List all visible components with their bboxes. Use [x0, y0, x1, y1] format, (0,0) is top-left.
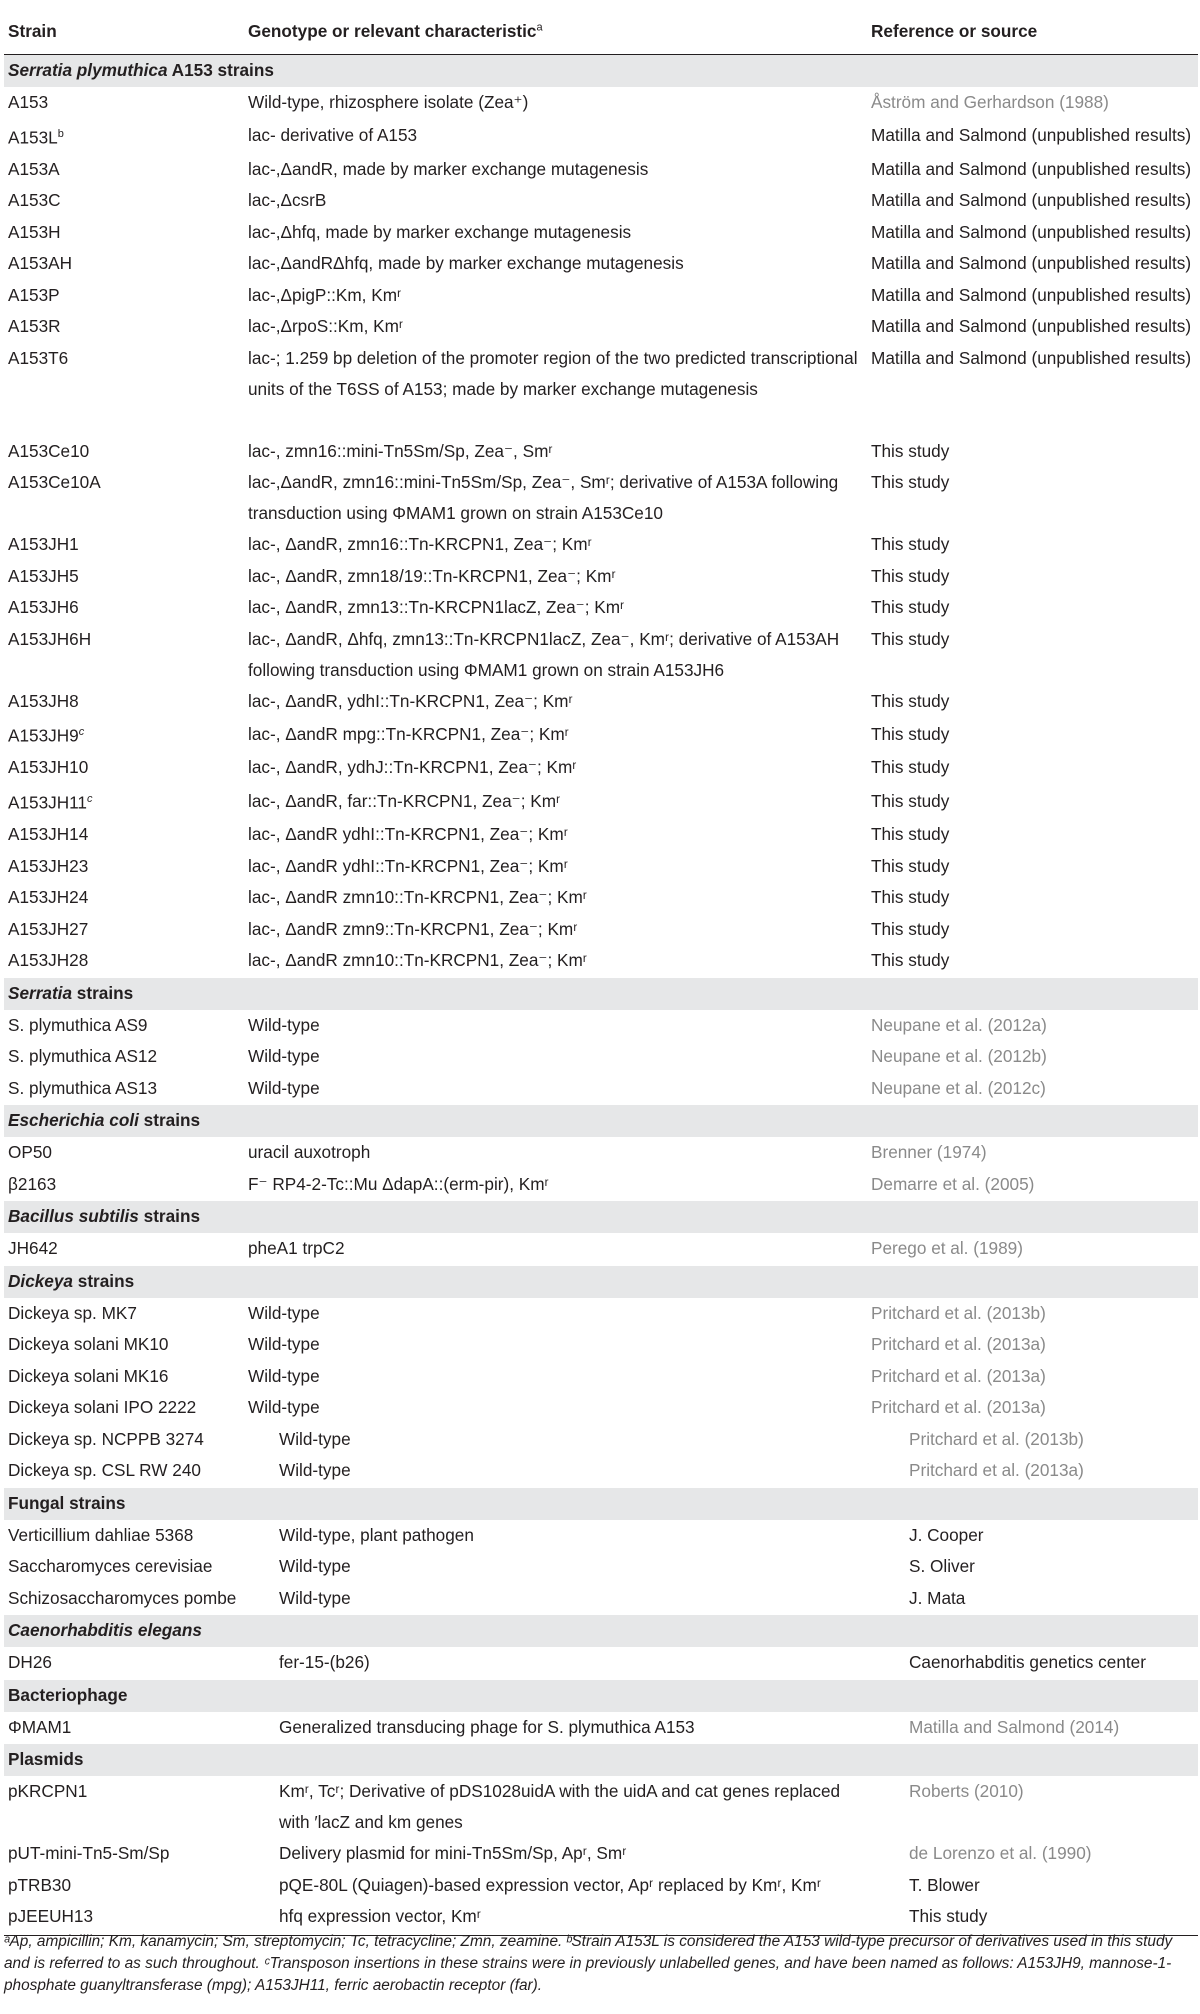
- table-row: [4, 467, 1198, 529]
- reference-cell: Demarre et al. (2005): [871, 1173, 1035, 1194]
- table-row: [4, 185, 1198, 217]
- table-row: [4, 1010, 1198, 1042]
- table-row: [4, 1551, 1198, 1583]
- reference-cell: This study: [871, 824, 950, 845]
- genotype-cell: lac-, ΔandR, ydhI::Tn-KRCPN1, Zea⁻; Kmʳ: [248, 690, 573, 711]
- strain-cell: A153Ce10: [8, 440, 90, 461]
- genotype-cell: lac-, ΔandR, zmn16::Tn-KRCPN1, Zea⁻; Kmʳ: [248, 534, 592, 555]
- table-row: [4, 1647, 1198, 1679]
- section-header-row: [4, 1201, 1198, 1234]
- strain-cell: A153P: [8, 284, 60, 305]
- reference-cell: Perego et al. (1989): [871, 1238, 1023, 1259]
- genotype-cell: lac-; 1.259 bp deletion of the promoter region of the two predicted transcriptional units of the T6SS of A153; made by marker exchange mutagenesis: [248, 347, 858, 399]
- strain-cell: A153T6: [8, 347, 69, 368]
- reference-cell: Matilla and Salmond (unpublished results): [871, 253, 1192, 274]
- table-header-row: [4, 8, 1198, 55]
- genotype-cell: lac-, ΔandR, zmn18/19::Tn-KRCPN1, Zea⁻; Kmʳ: [248, 565, 616, 586]
- table-row: [4, 529, 1198, 561]
- table-row: [4, 1901, 1198, 1933]
- table-row: [4, 561, 1198, 593]
- table-row: [4, 1870, 1198, 1902]
- reference-cell: Matilla and Salmond (unpublished results): [871, 347, 1192, 368]
- genotype-cell: lac-, zmn16::mini-Tn5Sm/Sp, Zea⁻, Smʳ: [248, 440, 553, 461]
- table-row: [4, 784, 1198, 819]
- section-header-row: [4, 977, 1198, 1010]
- header-strain: Strain: [4, 8, 244, 55]
- table-row: [4, 945, 1198, 977]
- strain-cell: A153JH6: [8, 597, 79, 618]
- reference-cell: Neupane et al. (2012b): [871, 1046, 1047, 1067]
- reference-cell: Matilla and Salmond (unpublished results): [871, 190, 1192, 211]
- genotype-cell: Wild-type, rhizosphere isolate (Zea⁺): [248, 92, 529, 112]
- strain-cell: ΦMAM1: [8, 1716, 72, 1737]
- reference-cell: Pritchard et al. (2013b): [871, 1302, 1046, 1323]
- table-row: [4, 686, 1198, 718]
- reference-cell: This study: [871, 950, 950, 971]
- strain-cell: $A153L^b$: [8, 127, 64, 148]
- genotype-cell: Kmʳ, Tcʳ; Derivative of pDS1028uidA with the uidA and cat genes replaced with ′lacZ and km genes: [279, 1781, 841, 1833]
- strain-cell: A153JH10: [8, 757, 89, 778]
- section-title: Dickeya strains: [4, 1265, 1198, 1298]
- genotype-cell: lac-,ΔandRΔhfq, made by marker exchange mutagenesis: [248, 253, 684, 274]
- genotype-cell: lac- derivative of A153: [248, 125, 418, 146]
- reference-cell: This study: [871, 628, 950, 649]
- genotype-cell: fer-15-(b26): [279, 1652, 370, 1673]
- strain-cell: A153JH8: [8, 690, 79, 711]
- strain-cell: OP50: [8, 1142, 52, 1163]
- table-row: [4, 311, 1198, 343]
- genotype-cell: Wild-type: [248, 1365, 320, 1386]
- genotype-cell: lac-,Δhfq, made by marker exchange mutagenesis: [248, 221, 632, 242]
- header-reference: Reference or source: [867, 8, 1198, 55]
- strain-cell: A153: [8, 92, 49, 112]
- strain-cell: A153R: [8, 316, 61, 337]
- section-header-row: [4, 1615, 1198, 1648]
- table-row: [4, 624, 1198, 686]
- strain-cell: A153JH11$^c$: [8, 792, 93, 813]
- genotype-cell: hfq expression vector, Kmʳ: [279, 1906, 481, 1927]
- reference-cell: J. Cooper: [909, 1524, 984, 1545]
- reference-cell: Åström and Gerhardson (1988): [871, 92, 1109, 112]
- strain-cell: A153JH14: [8, 824, 89, 845]
- genotype-cell: pheA1 trpC2: [248, 1238, 345, 1259]
- genotype-cell: Wild-type: [248, 1334, 320, 1355]
- strain-cell: S. plymuthica AS12: [8, 1046, 158, 1067]
- genotype-cell: Wild-type: [248, 1397, 320, 1418]
- reference-cell: This study: [909, 1906, 988, 1927]
- strain-cell: A153JH9$^c$: [8, 725, 85, 746]
- section-header-row: [4, 1265, 1198, 1298]
- strain-cell: DH26: [8, 1652, 52, 1673]
- section-header-row: [4, 1487, 1198, 1520]
- strain-cell: Dickeya sp. CSL RW 240: [8, 1460, 201, 1481]
- table-row: [4, 1520, 1198, 1552]
- table-row: [4, 1169, 1198, 1201]
- table-row: [4, 436, 1198, 468]
- genotype-cell: Wild-type: [248, 1077, 320, 1098]
- strain-cell: A153JH1: [8, 534, 79, 555]
- table-row: [4, 154, 1198, 186]
- reference-cell: T. Blower: [909, 1874, 980, 1895]
- table-row: [4, 819, 1198, 851]
- genotype-cell: Wild-type: [279, 1587, 351, 1608]
- reference-cell: Caenorhabditis genetics center: [909, 1652, 1146, 1673]
- genotype-cell: Wild-type: [248, 1302, 320, 1323]
- genotype-cell: lac-, ΔandR ydhI::Tn-KRCPN1, Zea⁻; Kmʳ: [248, 824, 568, 845]
- section-title: Plasmids: [4, 1744, 1198, 1777]
- section-title: Bacillus subtilis strains: [4, 1201, 1198, 1234]
- reference-cell: This study: [871, 690, 950, 711]
- strain-cell: Dickeya sp. MK7: [8, 1302, 137, 1323]
- strain-cell: A153H: [8, 221, 61, 242]
- section-title: Bacteriophage: [4, 1679, 1198, 1712]
- genotype-cell: pQE-80L (Quiagen)-based expression vector, Apʳ replaced by Kmʳ, Kmʳ: [279, 1874, 821, 1895]
- reference-cell: Matilla and Salmond (unpublished results): [871, 316, 1192, 337]
- reference-cell: Matilla and Salmond (unpublished results): [871, 158, 1192, 179]
- table-body: [4, 55, 1198, 1933]
- genotype-cell: Wild-type, plant pathogen: [279, 1524, 474, 1545]
- reference-cell: J. Mata: [909, 1587, 966, 1608]
- genotype-cell: lac-,ΔandR, zmn16::mini-Tn5Sm/Sp, Zea⁻, Smʳ; derivative of A153A following transduction using ΦMAM1 grown on strain A153Ce10: [248, 472, 839, 524]
- strains-table: [4, 8, 1198, 1933]
- section-title: Fungal strains: [4, 1487, 1198, 1520]
- strain-cell: Saccharomyces cerevisiae: [8, 1556, 213, 1577]
- table-row: [4, 217, 1198, 249]
- reference-cell: Matilla and Salmond (unpublished results): [871, 284, 1192, 305]
- reference-cell: This study: [871, 472, 950, 493]
- section-title: Serratia strains: [4, 977, 1198, 1010]
- strain-cell: pTRB30: [8, 1874, 72, 1895]
- section-title: Escherichia coli strains: [4, 1105, 1198, 1138]
- genotype-cell: Wild-type: [248, 1014, 320, 1035]
- strain-cell: S. plymuthica AS13: [8, 1077, 158, 1098]
- reference-cell: Matilla and Salmond (unpublished results): [871, 221, 1192, 242]
- table-row: [4, 752, 1198, 784]
- strain-cell: Dickeya solani MK16: [8, 1365, 169, 1386]
- section-header-row: [4, 55, 1198, 88]
- reference-cell: This study: [871, 440, 950, 461]
- strain-cell: A153JH23: [8, 855, 89, 876]
- genotype-cell: lac-, ΔandR, Δhfq, zmn13::Tn-KRCPN1lacZ, Zea⁻, Kmʳ; derivative of A153AH following transduction using ΦMAM1 grown on strain A153JH6: [248, 628, 840, 680]
- reference-cell: Neupane et al. (2012a): [871, 1014, 1047, 1035]
- table-row: [4, 1583, 1198, 1615]
- table-row: [4, 1455, 1198, 1487]
- table-row: [4, 851, 1198, 883]
- strain-cell: β2163: [8, 1173, 57, 1194]
- reference-cell: Matilla and Salmond (unpublished results): [871, 125, 1192, 146]
- strain-cell: A153JH5: [8, 565, 79, 586]
- table-row: [4, 1361, 1198, 1393]
- genotype-cell: lac-, ΔandR zmn10::Tn-KRCPN1, Zea⁻; Kmʳ: [248, 887, 587, 908]
- genotype-cell: lac-, ΔandR, zmn13::Tn-KRCPN1lacZ, Zea⁻; Kmʳ: [248, 597, 625, 618]
- reference-cell: Matilla and Salmond (2014): [909, 1716, 1120, 1737]
- table-row: [4, 1838, 1198, 1870]
- reference-cell: Pritchard et al. (2013b): [909, 1428, 1084, 1449]
- genotype-cell: lac-, ΔandR mpg::Tn-KRCPN1, Zea⁻; Kmʳ: [248, 724, 569, 745]
- reference-cell: Pritchard et al. (2013a): [871, 1365, 1046, 1386]
- genotype-cell: lac-, ΔandR, ydhJ::Tn-KRCPN1, Zea⁻; Kmʳ: [248, 757, 577, 778]
- strain-cell: A153AH: [8, 253, 73, 274]
- strain-cell: Dickeya solani MK10: [8, 1334, 169, 1355]
- genotype-cell: lac-, ΔandR, far::Tn-KRCPN1, Zea⁻; Kmʳ: [248, 790, 561, 811]
- table-row: [4, 119, 1198, 154]
- table-row: [4, 280, 1198, 312]
- genotype-cell: lac-, ΔandR zmn10::Tn-KRCPN1, Zea⁻; Kmʳ: [248, 950, 587, 971]
- table-row: [4, 1424, 1198, 1456]
- genotype-cell: lac-, ΔandR ydhI::Tn-KRCPN1, Zea⁻; Kmʳ: [248, 855, 568, 876]
- reference-cell: Pritchard et al. (2013a): [871, 1334, 1046, 1355]
- reference-cell: Roberts (2010): [909, 1781, 1024, 1802]
- strain-cell: Schizosaccharomyces pombe: [8, 1587, 237, 1608]
- table-row: [4, 1233, 1198, 1265]
- table-row: [4, 914, 1198, 946]
- reference-cell: This study: [871, 724, 950, 745]
- strain-cell: Dickeya sp. NCPPB 3274: [8, 1428, 204, 1449]
- genotype-cell: lac-,ΔcsrB: [248, 190, 327, 211]
- strain-cell: A153JH6H: [8, 628, 92, 649]
- strain-cell: JH642: [8, 1238, 58, 1259]
- table-row: [4, 1712, 1198, 1744]
- table-row: [4, 1776, 1198, 1838]
- strain-cell: A153Ce10A: [8, 472, 101, 493]
- genotype-cell: lac-,ΔpigP::Km, Kmʳ: [248, 284, 402, 305]
- section-header-row: [4, 1744, 1198, 1777]
- strain-cell: pJEEUH13: [8, 1906, 94, 1927]
- genotype-cell: Wild-type: [279, 1556, 351, 1577]
- strain-cell: A153A: [8, 158, 60, 179]
- table-row: [4, 1392, 1198, 1424]
- section-title: Caenorhabditis elegans: [4, 1615, 1198, 1648]
- header-genotype: Genotype or relevant characteristic$^a$: [244, 8, 867, 55]
- strain-cell: A153JH24: [8, 887, 89, 908]
- table-row: [4, 343, 1198, 436]
- reference-cell: This study: [871, 790, 950, 811]
- section-header-row: [4, 1105, 1198, 1138]
- genotype-cell: F⁻ RP4-2-Tc::Mu ΔdapA::(erm-pir), Kmʳ: [248, 1173, 549, 1194]
- strain-cell: S. plymuthica AS9: [8, 1014, 148, 1035]
- table-footnote: ᵃAp, ampicillin; Km, kanamycin; Sm, streptomycin; Tc, tetracycline; Zmn, zeamine. ᵇStrain A153L is considered the A153 wild-type precursor of derivatives used in this study and is referred to as such throughout. ᶜTransposon insertions in these strains were in previously unlabelled genes, and have been named as follows: A153JH9, mannose-1-phosphate guanyltransferase (mpg); A153JH11, ferric aerobactin receptor (far).: [4, 1933, 1173, 1994]
- strain-cell: pKRCPN1: [8, 1781, 88, 1802]
- reference-cell: This study: [871, 855, 950, 876]
- genotype-cell: lac-,ΔandR, made by marker exchange mutagenesis: [248, 158, 649, 179]
- genotype-cell: lac-, ΔandR zmn9::Tn-KRCPN1, Zea⁻; Kmʳ: [248, 918, 578, 939]
- genotype-cell: Generalized transducing phage for S. plymuthica A153: [279, 1716, 695, 1737]
- reference-cell: This study: [871, 918, 950, 939]
- table-row: [4, 717, 1198, 752]
- reference-cell: S. Oliver: [909, 1556, 975, 1577]
- genotype-cell: Wild-type: [279, 1460, 351, 1481]
- reference-cell: This study: [871, 565, 950, 586]
- table-row: [4, 882, 1198, 914]
- reference-cell: Brenner (1974): [871, 1142, 987, 1163]
- table-row: [4, 592, 1198, 624]
- table-row: [4, 1137, 1198, 1169]
- table-row: [4, 1073, 1198, 1105]
- reference-cell: This study: [871, 597, 950, 618]
- section-title: Serratia plymuthica A153 strains: [4, 55, 1198, 88]
- reference-cell: This study: [871, 887, 950, 908]
- reference-cell: Pritchard et al. (2013a): [909, 1460, 1084, 1481]
- reference-cell: de Lorenzo et al. (1990): [909, 1843, 1092, 1864]
- strain-cell: pUT-mini-Tn5-Sm/Sp: [8, 1843, 170, 1864]
- genotype-cell: Wild-type: [279, 1428, 351, 1449]
- genotype-cell: Delivery plasmid for mini-Tn5Sm/Sp, Apʳ, Smʳ: [279, 1843, 627, 1864]
- table-row: [4, 1329, 1198, 1361]
- genotype-cell: lac-,ΔrpoS::Km, Kmʳ: [248, 316, 404, 337]
- table-row: [4, 1298, 1198, 1330]
- table-row: [4, 248, 1198, 280]
- strain-cell: Verticillium dahliae 5368: [8, 1524, 194, 1545]
- reference-cell: This study: [871, 757, 950, 778]
- reference-cell: Pritchard et al. (2013a): [871, 1397, 1046, 1418]
- strain-cell: A153C: [8, 190, 61, 211]
- strain-cell: A153JH27: [8, 918, 89, 939]
- strain-cell: A153JH28: [8, 950, 89, 971]
- table-row: [4, 1041, 1198, 1073]
- genotype-cell: Wild-type: [248, 1046, 320, 1067]
- genotype-cell: uracil auxotroph: [248, 1142, 371, 1163]
- section-header-row: [4, 1679, 1198, 1712]
- reference-cell: This study: [871, 534, 950, 555]
- table-row: [4, 87, 1198, 119]
- reference-cell: Neupane et al. (2012c): [871, 1077, 1046, 1098]
- strain-cell: Dickeya solani IPO 2222: [8, 1397, 197, 1418]
